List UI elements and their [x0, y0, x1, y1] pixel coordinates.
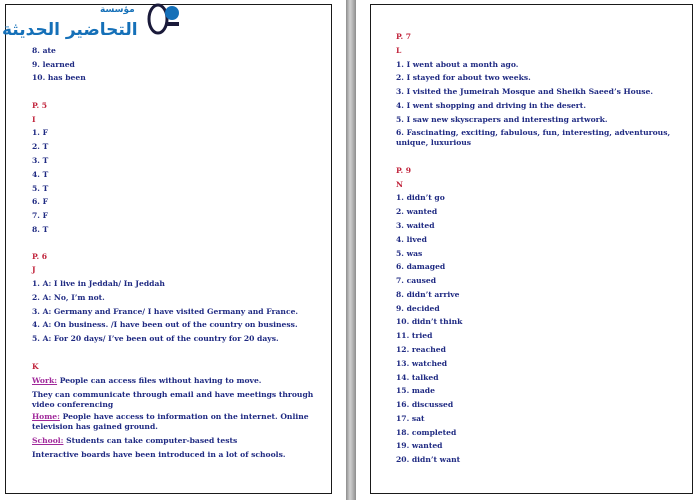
answer-line: 3. I visited the Jumeirah Mosque and Sheikh Saeed’s House. — [396, 87, 654, 96]
home-text: People have access to information on the internet. Online television has gained ground. — [32, 412, 309, 431]
home-label: Home: — [32, 412, 60, 421]
work-label: Work: — [32, 376, 58, 385]
answer-line: 2. A: No, I’m not. — [32, 293, 105, 302]
page-heading: P. 7 — [396, 32, 412, 41]
section-letter: K — [32, 362, 39, 371]
answer-line: 2. I stayed for about two weeks. — [396, 73, 531, 82]
answer-line: 8. T — [32, 225, 49, 234]
page-heading: P. 6 — [32, 252, 48, 261]
answer-line: 7. caused — [396, 276, 437, 285]
answer-line: 14. talked — [396, 373, 439, 382]
school-text: Students can take computer-based tests — [63, 436, 238, 445]
answer-line: 9. learned — [32, 60, 75, 69]
answer-line: 9. decided — [396, 304, 440, 313]
page-divider — [346, 0, 356, 500]
answer-line: 8. didn’t arrive — [396, 290, 460, 299]
answer-line: 20. didn’t want — [396, 455, 461, 464]
page-heading: P. 5 — [32, 101, 48, 110]
work-paragraph — [32, 376, 261, 386]
section-letter: N — [396, 180, 403, 189]
answer-line: 1. I went about a month ago. — [396, 60, 519, 69]
answer-line: 3. T — [32, 156, 49, 165]
school-paragraph — [32, 436, 237, 446]
home-paragraph — [32, 412, 322, 432]
answer-line: 17. sat — [396, 414, 425, 423]
section-letter: L — [396, 46, 402, 55]
answer-line: 15. made — [396, 386, 435, 395]
answer-line: 1. F — [32, 128, 48, 137]
answer-line: 18. completed — [396, 428, 457, 437]
answer-line: 5. A: For 20 days/ I’ve been out of the country for 20 days. — [32, 334, 279, 343]
school-label: School: — [32, 436, 64, 445]
page-heading: P. 9 — [396, 166, 412, 175]
section-letter: J — [32, 265, 36, 274]
answer-line: 4. A: On business. /I have been out of the country on business. — [32, 320, 298, 329]
answer-line: 8. ate — [32, 46, 56, 55]
answer-line: 7. F — [32, 211, 48, 220]
answer-line: 5. I saw new skyscrapers and interesting artwork. — [396, 115, 608, 124]
work-text: People can access files without having to move. — [57, 376, 262, 385]
answer-line: 5. was — [396, 249, 423, 258]
answer-line: 2. wanted — [396, 207, 438, 216]
answer-line: 19. wanted — [396, 441, 443, 450]
answer-line: 4. T — [32, 170, 49, 179]
logo-icon — [146, 2, 182, 36]
answer-line: 1. didn’t go — [396, 193, 445, 202]
answer-line: 5. T — [32, 184, 49, 193]
answer-line: 11. tried — [396, 331, 433, 340]
answer-line: 4. lived — [396, 235, 427, 244]
answer-line: 12. reached — [396, 345, 446, 354]
section-letter: I — [32, 115, 36, 124]
right-page — [356, 0, 700, 500]
school-more-text: Interactive boards have been introduced in a lot of schools. — [32, 450, 286, 459]
work-more-text: They can communicate through email and have meetings through video conferencing — [32, 390, 314, 409]
logo-arabic-text: التحاضير الحديثة — [2, 20, 138, 40]
logo — [0, 2, 182, 40]
answer-line: 16. discussed — [396, 400, 454, 409]
answer-line: 6. F — [32, 197, 48, 206]
answer-line: 10. has been — [32, 73, 86, 82]
answer-line: 13. watched — [396, 359, 448, 368]
answer-line: 1. A: I live in Jeddah/ In Jeddah — [32, 279, 165, 288]
answer-line: 3. waited — [396, 221, 435, 230]
answer-line: 6. Fascinating, exciting, fabulous, fun, interesting, adventurous, unique, luxurious — [396, 128, 671, 147]
answer-line: 10. didn’t think — [396, 317, 463, 326]
answer-line: 3. A: Germany and France/ I have visited Germany and France. — [32, 307, 299, 316]
left-page — [0, 0, 346, 500]
answer-line: 2. T — [32, 142, 49, 151]
answer-line: 4. I went shopping and driving in the desert. — [396, 101, 586, 110]
logo-small-text: مؤسسة — [100, 5, 135, 15]
answer-line: 6. damaged — [396, 262, 446, 271]
